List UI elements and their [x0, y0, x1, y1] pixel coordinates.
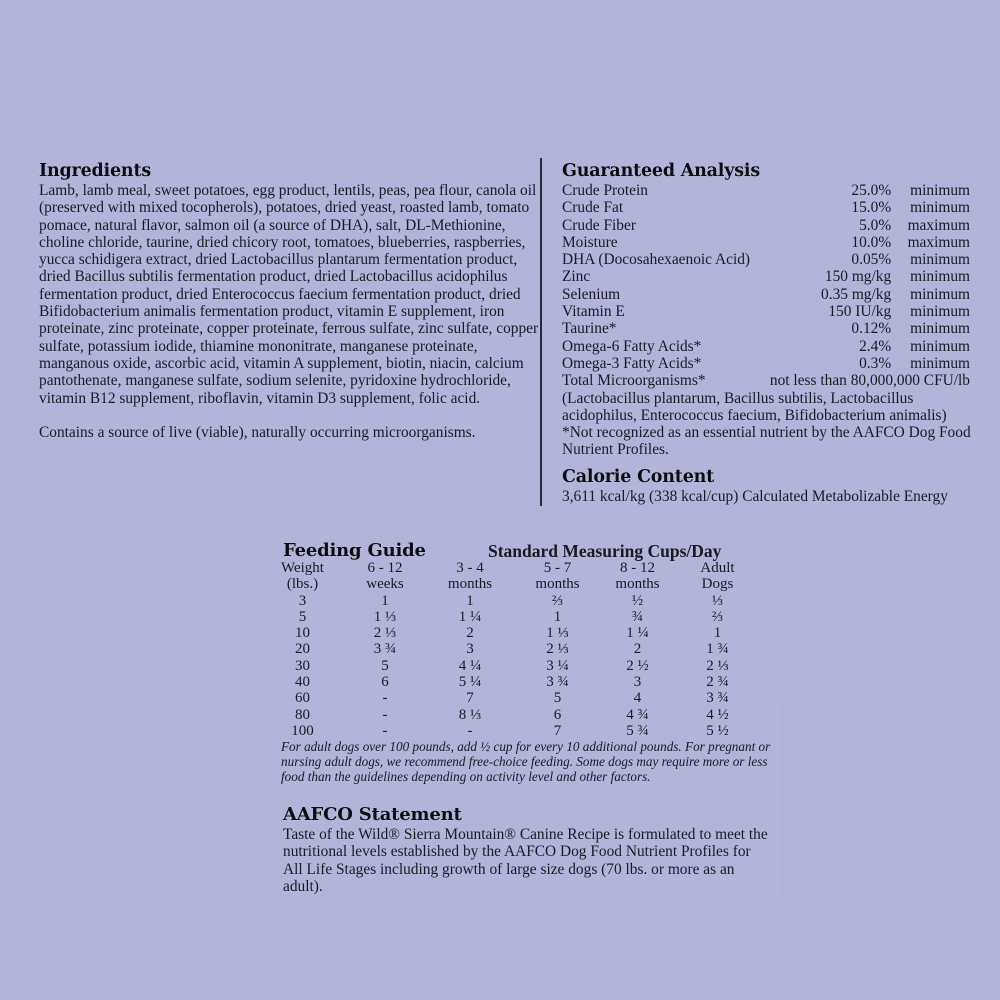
feeding-cups-cell: 1	[466, 592, 474, 609]
microorganism-note: Contains a source of live (viable), naturally occurring microorganisms.	[39, 423, 476, 441]
analysis-row-microorganisms	[562, 372, 970, 389]
feeding-table-row	[275, 690, 775, 706]
analysis-row	[562, 182, 970, 199]
analysis-value: 0.12%	[851, 320, 892, 338]
guaranteed-analysis-heading: Guaranteed Analysis	[562, 161, 760, 181]
analysis-nutrient: Zinc	[562, 268, 591, 286]
analysis-nutrient: Selenium	[562, 285, 621, 303]
feeding-cups-cell: ⅓	[711, 592, 724, 609]
analysis-value: 150 mg/kg	[824, 268, 892, 286]
analysis-value: not less than 80,000,000 CFU/lb	[769, 372, 970, 390]
feeding-weight-cell: 5	[298, 608, 307, 625]
analysis-value: 5.0%	[859, 216, 892, 234]
analysis-qualifier: minimum	[910, 285, 970, 303]
analysis-qualifier: minimum	[910, 251, 970, 269]
ingredients-heading: Ingredients	[39, 161, 151, 181]
feeding-cups-cell: 3 ¾	[546, 674, 569, 691]
guaranteed-analysis-table	[562, 182, 970, 390]
feeding-cups-cell: -	[382, 722, 388, 739]
analysis-qualifier: maximum	[907, 233, 970, 251]
feeding-table-row	[275, 625, 775, 641]
analysis-row	[562, 268, 970, 285]
analysis-value: 0.35 mg/kg	[821, 285, 892, 303]
feeding-table-header-row	[275, 576, 775, 592]
column-divider	[540, 158, 542, 506]
analysis-value: 0.05%	[851, 251, 892, 269]
analysis-nutrient: Crude Fat	[562, 199, 624, 217]
feeding-table-row	[275, 658, 775, 674]
feeding-cups-cell: 7	[466, 690, 474, 707]
guaranteed-analysis-section	[562, 163, 972, 505]
analysis-value: 0.3%	[859, 354, 892, 372]
feeding-cups-cell: 6	[553, 706, 562, 723]
feeding-weight-cell: 80	[295, 706, 310, 723]
feeding-cups-cell: 4 ¼	[458, 657, 482, 674]
analysis-qualifier: minimum	[910, 268, 970, 286]
analysis-row	[562, 234, 970, 251]
feeding-column-header: Weight	[281, 560, 324, 576]
analysis-qualifier: minimum	[910, 199, 970, 217]
calorie-content-section	[562, 466, 972, 505]
analysis-value: 10.0%	[851, 233, 892, 251]
feeding-guide-heading: Feeding Guide	[283, 540, 426, 561]
feeding-weight-cell: 10	[295, 625, 310, 642]
feeding-cups-cell: 1 ⅓	[373, 608, 397, 625]
feeding-cups-cell: 4	[633, 690, 642, 707]
analysis-nutrient: Crude Fiber	[562, 216, 636, 234]
analysis-nutrient: Moisture	[562, 233, 618, 251]
feeding-cups-cell: 4 ¾	[626, 706, 649, 723]
microorganism-species: (Lactobacillus plantarum, Bacillus subtilis, Lactobacillus acidophilus, Enterococcus faecium, Bifidobacterium animalis)	[562, 389, 947, 424]
feeding-cups-cell: 1	[381, 592, 389, 609]
feeding-cups-cell: 1	[553, 608, 562, 625]
feeding-column-subheader: months	[447, 576, 493, 593]
feeding-table-header-row	[275, 560, 775, 576]
feeding-column-subheader: months	[615, 576, 660, 593]
analysis-row	[562, 286, 970, 303]
feeding-cups-cell: 3 ¾	[706, 690, 729, 707]
analysis-value: 150 IU/kg	[828, 303, 892, 321]
feeding-weight-cell: 100	[291, 722, 314, 739]
analysis-row	[562, 251, 970, 268]
feeding-cups-cell: 5 ¾	[626, 722, 649, 739]
feeding-cups-cell: ¾	[631, 608, 644, 625]
analysis-value: 25.0%	[851, 182, 892, 199]
feeding-table-row	[275, 641, 775, 657]
feeding-table-row	[275, 593, 775, 609]
analysis-footnote: *Not recognized as an essential nutrient by the AAFCO Dog Food Nutrient Profiles.	[562, 424, 971, 459]
feeding-cups-cell: 3	[633, 674, 642, 691]
feeding-cups-cell: 2	[466, 625, 474, 642]
feeding-table-row	[275, 674, 775, 690]
feeding-cups-cell: -	[382, 690, 388, 707]
feeding-cups-cell: 1 ¼	[626, 625, 649, 642]
panel-edge	[777, 700, 778, 900]
feeding-cups-cell: 3 ¼	[546, 657, 569, 674]
feeding-table	[275, 560, 775, 739]
feeding-guide-note: For adult dogs over 100 pounds, add ½ cup for every 10 additional pounds. For pregnant or nursing adult dogs, we recommend free-choice feeding. Some dogs may require more or less food than the guidelines depending on activity level and other factors.	[281, 739, 771, 785]
feeding-cups-cell: 1 ⅓	[546, 625, 569, 642]
feeding-cups-cell: 3	[466, 641, 474, 658]
analysis-nutrient: Omega-3 Fatty Acids*	[562, 354, 702, 372]
feeding-cups-cell: 1 ¾	[706, 641, 729, 658]
analysis-nutrient: Taurine*	[562, 320, 617, 338]
feeding-cups-cell: 3 ¾	[373, 641, 397, 658]
analysis-qualifier: minimum	[910, 182, 970, 199]
feeding-cups-cell: ⅔	[551, 592, 564, 609]
feeding-cups-cell: 5	[553, 690, 562, 707]
feeding-cups-cell: 5	[381, 657, 389, 674]
aafco-section	[283, 806, 783, 895]
analysis-row	[562, 320, 970, 337]
feeding-cups-cell: 2 ⅓	[373, 625, 397, 642]
feeding-column-subheader: (lbs.)	[286, 576, 319, 593]
feeding-guide-header	[283, 542, 783, 562]
feeding-cups-cell: ⅔	[711, 608, 724, 625]
analysis-nutrient: Crude Protein	[562, 182, 648, 199]
feeding-cups-cell: 6	[381, 674, 389, 691]
feeding-column-header: 3 - 4	[456, 560, 484, 576]
aafco-statement: Taste of the Wild® Sierra Mountain® Canine Recipe is formulated to meet the nutritional levels established by the AAFCO Dog Food Nutrient Profiles for All Life Stages including growth of large size dogs (70 lbs. or more as an adult).	[283, 826, 768, 895]
feeding-weight-cell: 30	[295, 657, 310, 674]
feeding-cups-cell: 1 ¼	[458, 608, 482, 625]
feeding-column-header: 6 - 12	[367, 560, 403, 576]
analysis-qualifier: minimum	[910, 354, 970, 372]
feeding-cups-cell: 2 ¾	[706, 674, 729, 691]
feeding-table-row	[275, 707, 775, 723]
analysis-row	[562, 199, 970, 216]
analysis-row	[562, 217, 970, 234]
feeding-cups-cell: -	[382, 706, 388, 723]
feeding-cups-cell: ½	[631, 592, 644, 609]
analysis-row	[562, 355, 970, 372]
feeding-weight-cell: 3	[298, 592, 307, 609]
analysis-row	[562, 338, 970, 355]
feeding-cups-cell: 8 ⅓	[458, 706, 482, 723]
aafco-heading: AAFCO Statement	[283, 804, 462, 825]
analysis-row	[562, 303, 970, 320]
feeding-column-header: 8 - 12	[620, 560, 655, 576]
feeding-table-row	[275, 609, 775, 625]
feeding-column-header: Adult	[700, 560, 735, 576]
calorie-content-text: 3,611 kcal/kg (338 kcal/cup) Calculated Metabolizable Energy	[562, 487, 948, 505]
feeding-cups-cell: 7	[553, 722, 562, 739]
analysis-qualifier: maximum	[907, 216, 970, 234]
feeding-cups-cell: -	[467, 722, 473, 739]
feeding-cups-cell: 5 ¼	[458, 674, 482, 691]
feeding-cups-cell: 5 ½	[706, 722, 729, 739]
feeding-guide-subtitle: Standard Measuring Cups/Day	[488, 541, 722, 561]
ingredients-list: Lamb, lamb meal, sweet potatoes, egg product, lentils, peas, pea flour, canola oil (preserved with mixed tocopherols), potatoes, dried yeast, roasted lamb, tomato pomace, natural flavor, salmon oil (a source of DHA), salt, DL-Methionine, choline chloride, taurine, dried chicory root, tomatoes, blueberries, raspberries, yucca schidigera extract, dried Lactobacillus plantarum fermentation product, dried Bacillus subtilis fermentation product, dried Lactobacillus acidophilus fermentation product, dried Enterococcus faecium fermentation product, dried Bifidobacterium animalis fermentation product, vitamin E supplement, iron proteinate, zinc proteinate, copper proteinate, ferrous sulfate, zinc sulfate, copper sulfate, potassium iodide, thiamine mononitrate, manganese proteinate, manganous oxide, ascorbic acid, vitamin A supplement, biotin, niacin, calcium pantothenate, manganese sulfate, sodium selenite, pyridoxine hydrochloride, vitamin B12 supplement, riboflavin, vitamin D3 supplement, folic acid.	[39, 182, 539, 407]
calorie-content-heading: Calorie Content	[562, 466, 715, 487]
analysis-nutrient: Omega-6 Fatty Acids*	[562, 337, 702, 355]
feeding-cups-cell: 4 ½	[706, 706, 729, 723]
feeding-weight-cell: 40	[295, 674, 310, 691]
analysis-nutrient: DHA (Docosahexaenoic Acid)	[562, 251, 751, 269]
analysis-nutrient: Total Microorganisms*	[562, 372, 706, 390]
feeding-cups-cell: 2 ⅓	[546, 641, 569, 658]
feeding-column-header: 5 - 7	[543, 560, 572, 576]
feeding-cups-cell: 2 ⅓	[706, 657, 729, 674]
feeding-table-row	[275, 723, 775, 739]
feeding-cups-cell: 2	[633, 641, 642, 658]
analysis-qualifier: minimum	[910, 303, 970, 321]
feeding-weight-cell: 20	[295, 641, 310, 658]
feeding-weight-cell: 60	[295, 690, 310, 707]
feeding-cups-cell: 2 ½	[626, 657, 649, 674]
feeding-column-subheader: weeks	[366, 576, 404, 593]
analysis-qualifier: minimum	[910, 337, 970, 355]
feeding-column-subheader: Dogs	[701, 576, 734, 593]
ingredients-section	[39, 163, 539, 441]
feeding-guide-section	[283, 542, 783, 784]
analysis-value: 2.4%	[859, 337, 892, 355]
feeding-column-subheader: months	[535, 576, 580, 593]
analysis-nutrient: Vitamin E	[562, 303, 625, 321]
analysis-qualifier: minimum	[910, 320, 970, 338]
analysis-value: 15.0%	[851, 199, 892, 217]
feeding-cups-cell: 1	[713, 625, 722, 642]
